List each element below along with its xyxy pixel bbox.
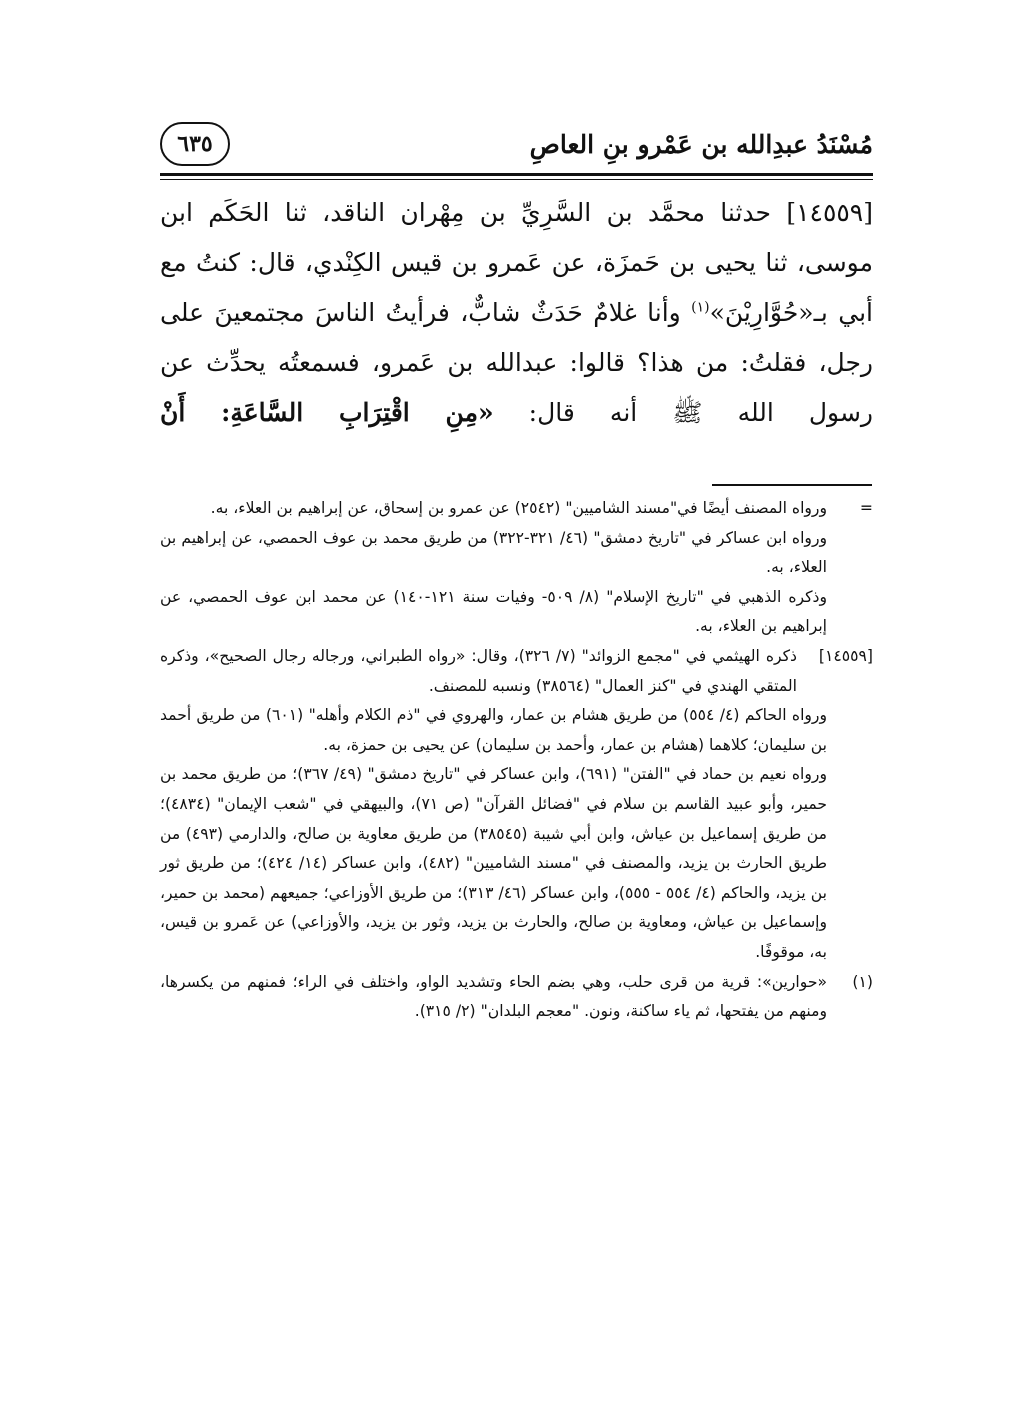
footnote-1 — [160, 968, 873, 1027]
header-rule-thick — [160, 173, 873, 176]
page-header — [160, 112, 873, 172]
footnotes — [160, 494, 873, 1027]
footnote-line: ورواه نعيم بن حماد في "الفتن" (٦٩١)، وابن عساكر في "تاريخ دمشق" (٤٩/ ٣٦٧)؛ من طريق محمد بن حمير، وأبو عبيد القاسم بن سلام في "فضائل القرآن" (ص ٧١)، والبيهقي في "شعب الإيمان" (٤٨٣٤)؛ من طريق إسماعيل بن عياش، وابن أبي شيبة (٣٨٥٤٥) من طريق معاوية بن صالح، والدارمي (٤٩٣) من طريق الحارث بن يزيد، والمصنف في "مسند الشاميين" (٤٨٢)، وابن عساكر (١٤/ ٤٢٤)؛ من طريق ثور بن يزيد، والحاكم (٤/ ٥٥٤ - ٥٥٥)، وابن عساكر (٤٦/ ٣١٣)؛ من طريق الأوزاعي؛ جميعهم (محمد بن حمير، وإسماعيل بن عياش، ومعاوية بن صالح، والحارث بن يزيد، وثور بن يزيد، والأوزاعي) عن عَمرو بن قيس، به، موقوفًا. — [160, 765, 828, 961]
page-number-badge: ٦٣٥ — [160, 122, 230, 166]
footnote-line: ورواه الحاكم (٤/ ٥٥٤) من طريق هشام بن عمار، والهروي في "ذم الكلام وأهله" (٦٠١) من طريق أحمد بن سليمان؛ كلاهما (هشام بن عمار، وأحمد بن سليمان) عن يحيى بن حمزة، به. — [160, 706, 827, 754]
prophetic-quote: «مِنِ اقْتِرَابِ السَّاعَةِ: أَنْ — [160, 398, 494, 427]
hadith-paragraph — [160, 188, 873, 438]
footnote-1-text: «حوارين»: قرية من قرى حلب، وهي بضم الحاء وتشديد الواو، واختلف في الراء؛ فمنهم من يكسرها، ومنهم من يفتحها، ثم ياء ساكنة، ونون. "معجم البلدان" (٢/ ٣١٥). — [160, 972, 827, 1021]
hadith-text-b: وأنا غلامٌ حَدَثٌ شابٌّ، فرأيتُ الناسَ مجتمعينَ على رجل، فقلتُ: من هذا؟ قالوا: عبدالله بن عَمرو، فسمعتُه يحدِّث عن رسول الله ﷺ أنه قال: — [160, 298, 873, 427]
footnote-continuation — [160, 494, 873, 642]
main-text — [160, 188, 873, 438]
footnote-line: ورواه ابن عساكر في "تاريخ دمشق" (٤٦/ ٣٢١-٣٢٢) من طريق محمد بن عوف الحمصي، عن إبراهيم بن العلاء، به. — [160, 528, 828, 577]
continuation-mark: = — [859, 499, 873, 517]
hadith-text-a: [١٤٥٥٩] حدثنا محمَّد بن السَّرِيِّ بن مِهْران الناقد، ثنا الحَكَم ابن موسى، ثنا يحيى بن حَمزَة، عن عَمرو بن قيس الكِنْدي، قال: كنتُ مع أبي بـ«حُوَّارِيْنَ» — [160, 198, 873, 327]
footnote-line: وذكره الذهبي في "تاريخ الإسلام" (٨/ ٥٠٩- وفيات سنة ١٢١-١٤٠) عن محمد ابن عوف الحمصي، عن إبراهيم بن العلاء، به. — [160, 587, 828, 636]
footnote-line: ذكره الهيثمي في "مجمع الزوائد" (٧/ ٣٢٦)، وقال: «رواه الطبراني، ورجاله رجال الصحيح»، وذكره المتقي الهندي في "كنز العمال" (٣٨٥٦٤) ونسبه للمصنف. — [160, 646, 797, 695]
footnote-separator — [712, 484, 872, 486]
footnote-hadith-14559 — [160, 642, 873, 968]
header-rule-thin — [160, 179, 873, 180]
running-title: مُسْنَدُ عبدِالله بن عَمْرو بنِ العاصِ — [529, 130, 873, 159]
footnote-line: ورواه المصنف أيضًا في"مسند الشاميين" (٢٥٤٢) عن عمرو بن إسحاق، عن إبراهيم بن العلاء، به. — [210, 499, 827, 517]
hadith-number-mark: [١٤٥٥٩] — [818, 646, 873, 665]
footnote-ref-1[interactable]: (١) — [691, 299, 710, 316]
footnote-1-mark: (١) — [852, 972, 873, 991]
